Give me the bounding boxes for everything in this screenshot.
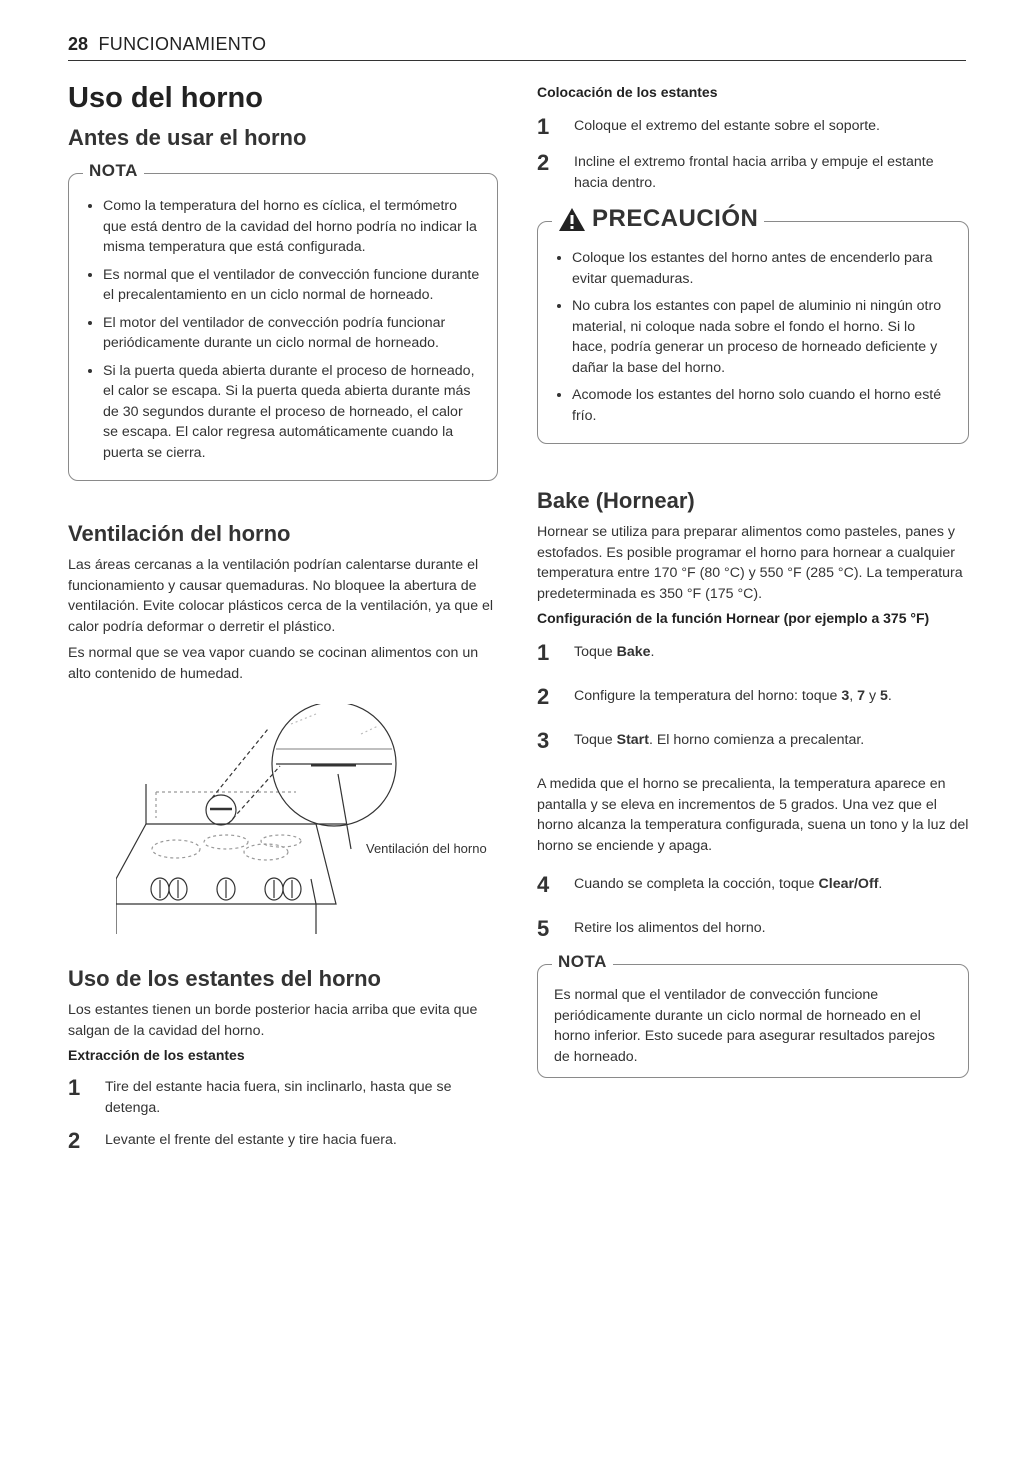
place-heading: Colocación de los estantes <box>537 84 718 100</box>
step-number: 1 <box>68 1075 81 1100</box>
caution-item: • No cubra los estantes con papel de aluminio ni ningún otro material, ni coloque nada sobre el fondo el horno. Si lo hace, podría generar un proceso de horneado deficiente y dañar la base del horno. <box>572 296 952 378</box>
place-step <box>537 116 969 140</box>
caution-item: • Coloque los estantes del horno antes de encenderlo para evitar quemaduras. <box>572 248 952 289</box>
step-number: 4 <box>537 872 550 897</box>
before-heading: Antes de usar el horno <box>68 125 307 150</box>
page-number: 28 <box>68 34 89 54</box>
note-item: • Como la temperatura del horno es cíclica, el termómetro que está dentro de la cavidad del horno podría no indicar la misma temperatura que está configurada. <box>103 196 481 258</box>
note-item: • El motor del ventilador de convección podría funcionar periódicamente durante un ciclo normal de horneado. <box>103 313 481 354</box>
oven-vent-illustration <box>116 704 496 944</box>
caution-item: • Acomode los estantes del horno solo cuando el horno esté frío. <box>572 385 952 426</box>
note-item: • Si la puerta queda abierta durante el proceso de horneado, el calor se escapa. Si la puerta queda abierta durante más de 30 segundos durante el proceso de horneado, el calor se escapa. El calor regresa automáticamente cuando la puerta se cierra. <box>103 361 481 464</box>
vent-paragraph-2: Es normal que se vea vapor cuando se cocinan alimentos con un alto contenido de humedad. <box>68 645 479 682</box>
caution-title: PRECAUCIÓN <box>592 205 759 232</box>
bake-paragraph: Hornear se utiliza para preparar alimentos como pasteles, panes y estofados. Es posible programar el horno para hornear a cualquier temperatura entre 170 °F (80 °C) y 550 °F (285 °C). La temperatura predeterminada es 350 °F (175 °C). <box>537 524 963 602</box>
vent-heading: Ventilación del horno <box>68 521 291 546</box>
step-text: Cuando se completa la cocción, toque Clear/Off. <box>574 876 883 892</box>
range-drawing <box>116 704 496 944</box>
note-box <box>68 161 498 481</box>
step-text: Toque Start. El horno comienza a precalentar. <box>574 732 865 748</box>
note2-title: NOTA <box>552 952 613 972</box>
bake-step <box>537 686 969 710</box>
page-header <box>68 34 966 61</box>
warning-triangle-icon <box>558 207 586 232</box>
step-number: 3 <box>537 728 550 753</box>
remove-heading: Extracción de los estantes <box>68 1047 245 1063</box>
bake-step <box>537 730 969 754</box>
config-heading: Configuración de la función Hornear (por ejemplo a 375 °F) <box>537 610 930 626</box>
note-list <box>85 196 481 463</box>
caution-list <box>554 248 952 426</box>
right-column <box>537 80 969 1078</box>
left-column <box>68 80 498 1166</box>
remove-step <box>68 1130 498 1154</box>
bake-heading: Bake (Hornear) <box>537 488 695 513</box>
step-text: Retire los alimentos del horno. <box>574 920 766 936</box>
step-text: Coloque el extremo del estante sobre el soporte. <box>574 118 881 134</box>
step-text: Tire del estante hacia fuera, sin inclinarlo, hasta que se detenga. <box>105 1079 452 1116</box>
bake-key: Bake <box>616 644 651 660</box>
section-title: FUNCIONAMIENTO <box>98 34 267 54</box>
bake-step <box>537 874 969 898</box>
step-text: Configure la temperatura del horno: toque 3, 7 y 5. <box>574 688 892 704</box>
note2-box <box>537 952 969 1078</box>
remove-step <box>68 1077 498 1118</box>
racks-heading: Uso de los estantes del horno <box>68 966 381 991</box>
bake-step <box>537 642 969 666</box>
step-text: Toque Bake. <box>574 644 655 660</box>
start-key: Start <box>616 732 649 748</box>
step-number: 2 <box>537 150 550 175</box>
note2-text: Es normal que el ventilador de convección funcione periódicamente durante un ciclo normal de horneado en el horno inferior. Esto sucede para asegurar resultados parejos de horneado. <box>554 987 935 1065</box>
vent-label: Ventilación del horno <box>366 841 487 856</box>
caution-title-wrap <box>552 205 764 233</box>
note-title: NOTA <box>83 161 144 181</box>
racks-paragraph: Los estantes tienen un borde posterior hacia arriba que evita que salgan de la cavidad del horno. <box>68 1002 478 1039</box>
step-number: 2 <box>537 684 550 709</box>
bake-step <box>537 918 969 942</box>
place-step <box>537 152 969 193</box>
step-number: 5 <box>537 916 550 941</box>
page-title: Uso del horno <box>68 82 263 114</box>
step-text: Incline el extremo frontal hacia arriba y empuje el estante hacia dentro. <box>574 154 934 191</box>
caution-box <box>537 205 969 444</box>
vent-paragraph-1: Las áreas cercanas a la ventilación podrían calentarse durante el funcionamiento y causar quemaduras. No bloquee la abertura de ventilación. Evite colocar plásticos cerca de la ventilación, ya que el calor podría deformar o derretir el plástico. <box>68 557 494 635</box>
step-number: 2 <box>68 1128 81 1153</box>
note-item: • Es normal que el ventilador de convección funcione durante el precalentamiento en un ciclo normal de horneado. <box>103 265 481 306</box>
step-text: Levante el frente del estante y tire hacia fuera. <box>105 1132 397 1148</box>
step-number: 1 <box>537 640 550 665</box>
step-number: 1 <box>537 114 550 139</box>
clear-off-key: Clear/Off <box>818 876 879 892</box>
preheat-paragraph: A medida que el horno se precalienta, la temperatura aparece en pantalla y se eleva en incrementos de 5 grados. Una vez que el horno alcanza la temperatura configurada, suena un tono y la luz del horno se enciende y apaga. <box>537 776 969 854</box>
